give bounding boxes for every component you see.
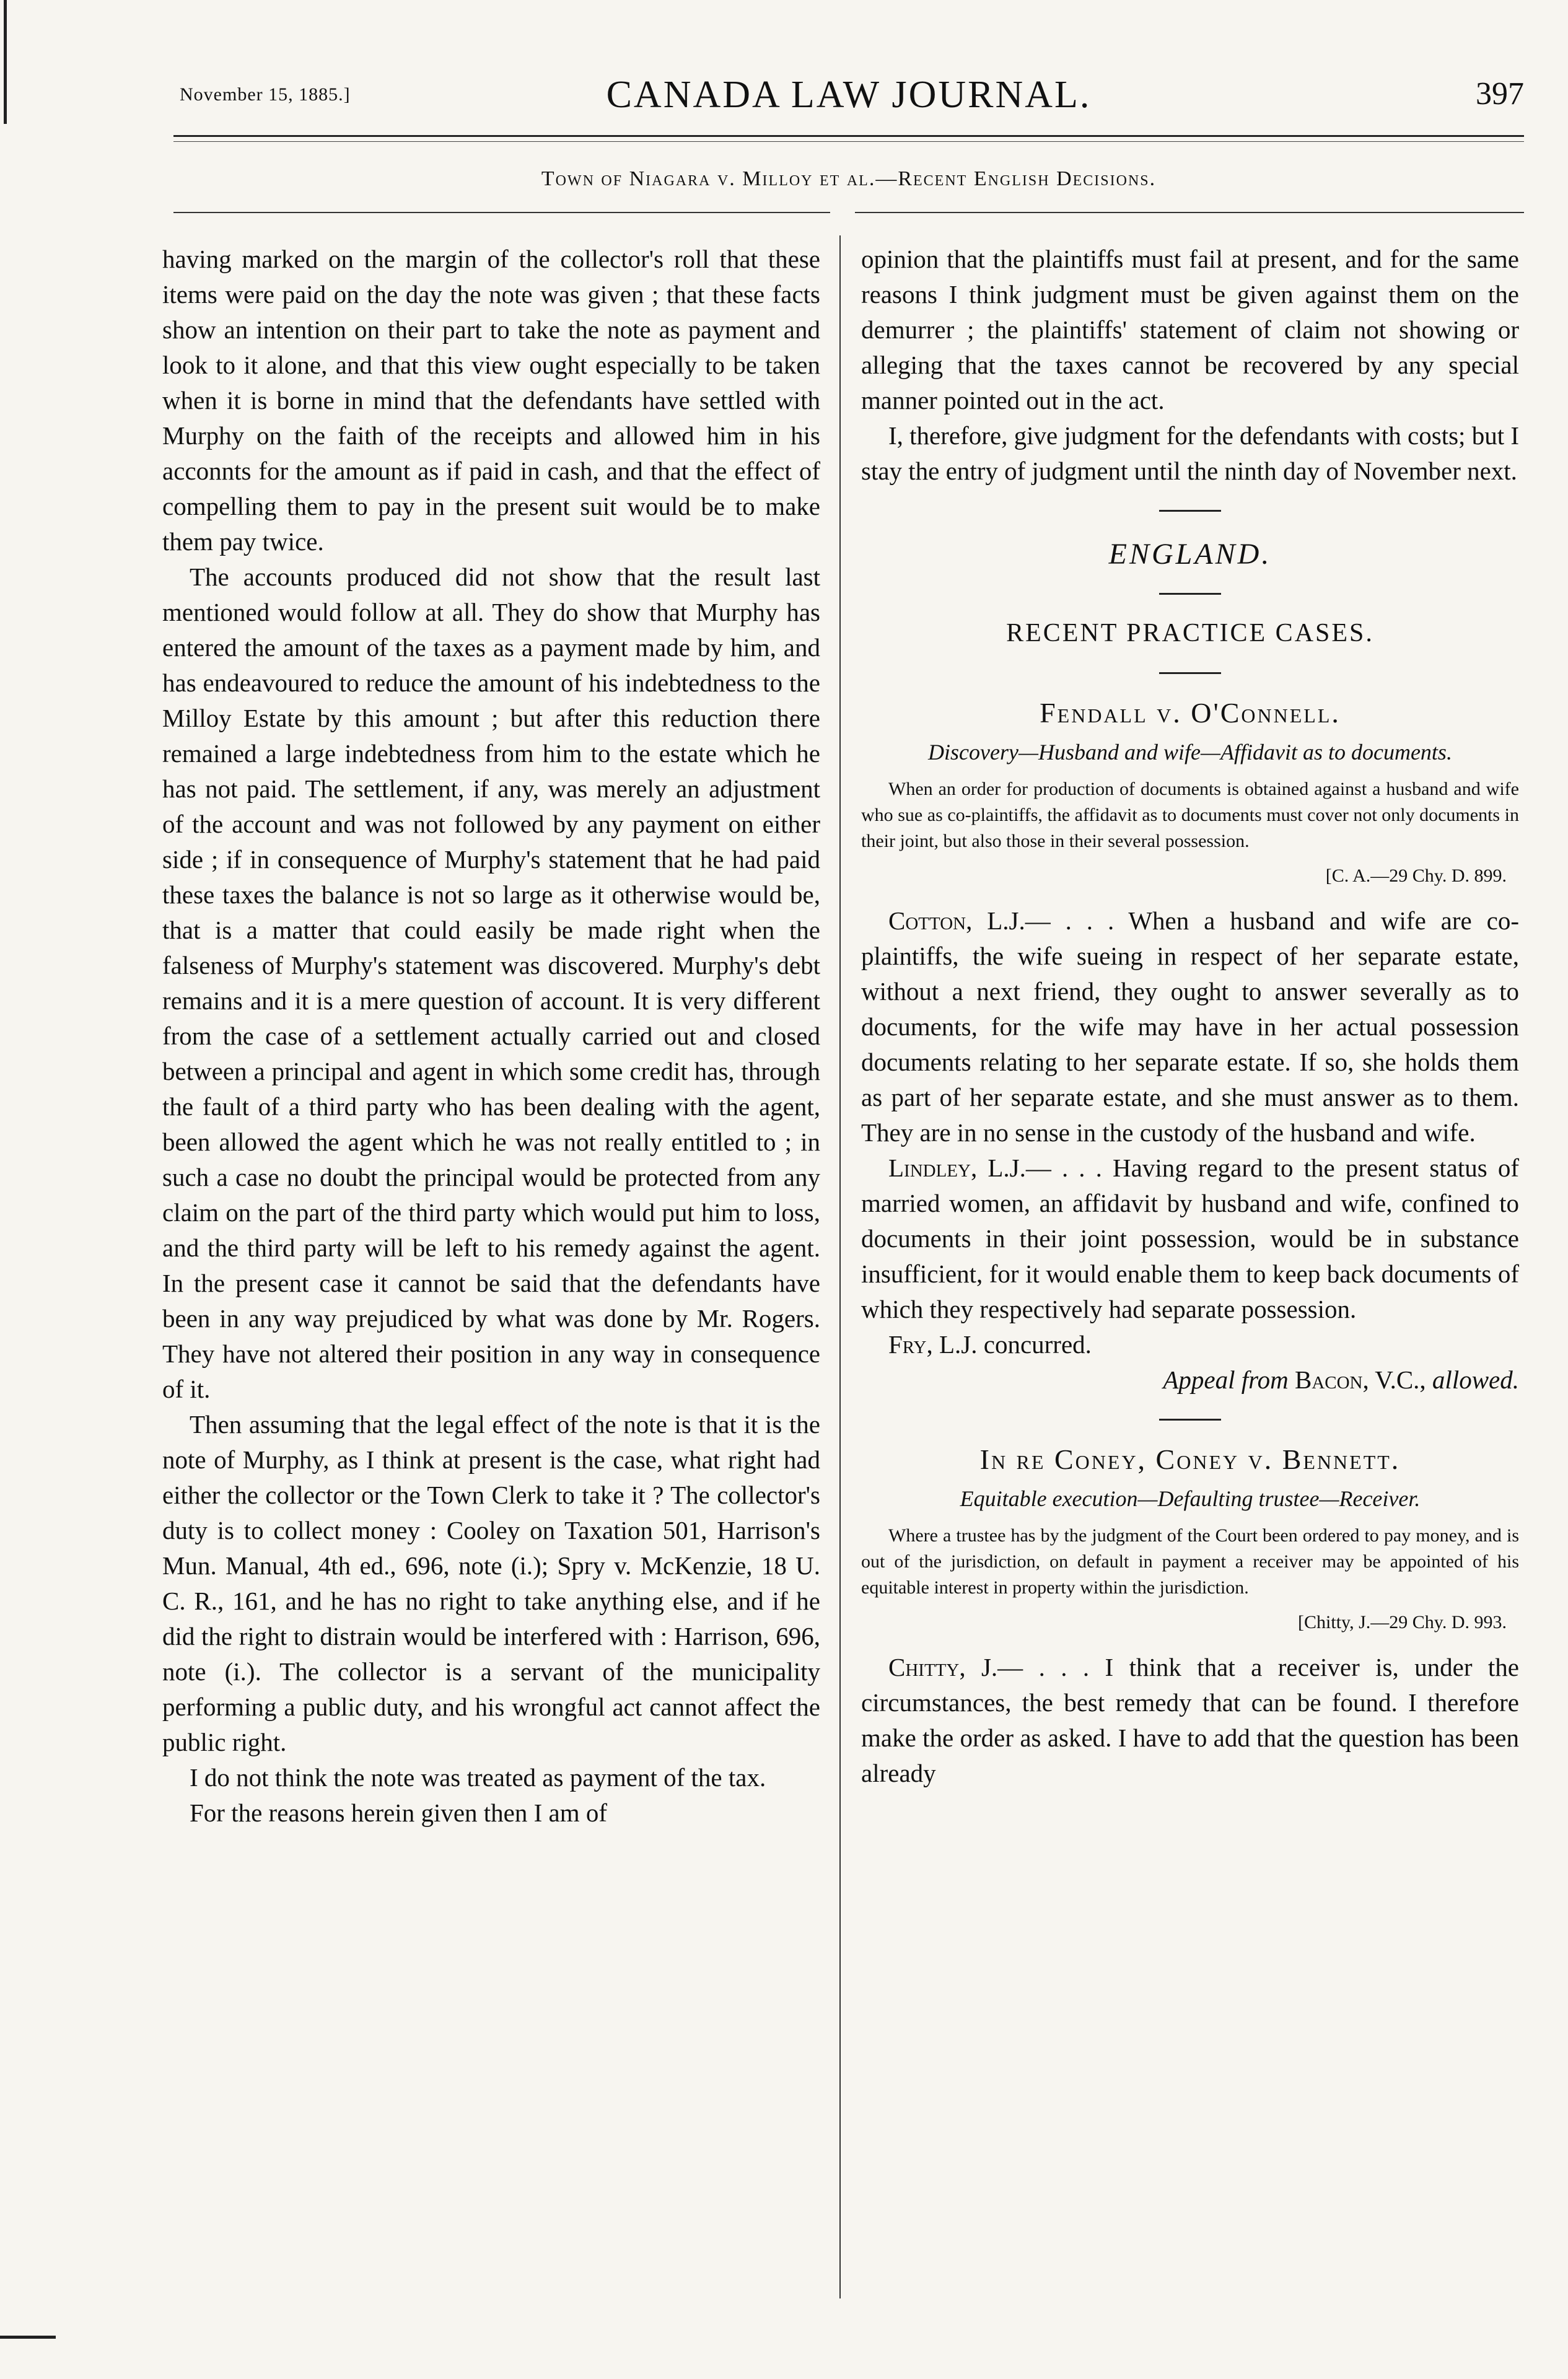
paragraph: having marked on the margin of the collector's roll that these items were paid on the day the note was given ; that these facts show an intention on their part to take the note as payment and look to it alone, and that this view ought especially to be taken when it is borne in mind that the defendants have settled with Murphy on the faith of the receipts and allowed him in his acconnts for the amount as if paid in cash, and that the effect of compelling them to pay in the present suit would be to make them pay twice.: [162, 245, 820, 556]
case-citation: [C. A.—29 Chy. D. 899.: [1325, 865, 1507, 886]
case-headnote: Where a trustee has by the judgment of the Court been ordered to pay money, and is out of the jurisdiction, on default in payment a receiver may be appointed of his equitable interest in property within the jurisdiction.: [861, 1525, 1519, 1598]
header-rule-thin: [173, 141, 1524, 142]
appeal-prefix: Appeal from: [1163, 1365, 1289, 1394]
judge-name: Lindley, L.J.—: [888, 1154, 1051, 1182]
country-heading: ENGLAND.: [1108, 538, 1272, 571]
case-title: In re Coney, Coney v. Bennett.: [979, 1444, 1401, 1475]
section-divider: [1159, 672, 1221, 674]
case-headnote: When an order for production of documents is obtained against a husband and wife who sue as co-plaintiffs, the affidavit as to documents must cover not only documents in their joint, but also those in their several possession.: [861, 779, 1519, 851]
judgment-paragraph: [861, 1327, 1519, 1362]
section-divider: [1159, 1419, 1221, 1421]
scan-edge-mark: [4, 0, 7, 124]
appeal-line: [861, 1362, 1519, 1398]
left-column: [162, 242, 820, 1831]
appeal-result: allowed.: [1432, 1365, 1519, 1394]
paragraph: For the reasons herein given then I am of: [190, 1798, 608, 1827]
judgment-text: concurred.: [983, 1330, 1092, 1359]
scan-edge-mark-bottom: [0, 2336, 56, 2339]
section-rule-left: [173, 212, 830, 213]
column-divider: [839, 235, 841, 2298]
running-head: [173, 73, 1524, 123]
case-subtitle: Equitable execution—Defaulting trustee—Receiver.: [960, 1486, 1421, 1511]
journal-title: CANADA LAW JOURNAL.: [606, 74, 1092, 116]
issue-date: November 15, 1885.]: [180, 84, 351, 105]
judge-name: Cotton, L.J.—: [888, 906, 1051, 935]
judge-name: Chitty, J.—: [888, 1653, 1023, 1681]
section-divider: [1159, 593, 1221, 595]
paragraph: I do not think the note was treated as payment of the tax.: [190, 1763, 766, 1792]
case-subtitle: Discovery—Husband and wife—Affidavit as to documents.: [928, 740, 1452, 765]
section-rule-right: [855, 212, 1524, 213]
case-title: Fendall v. O'Connell.: [1040, 697, 1341, 729]
header-rule: [173, 135, 1524, 137]
right-column: [861, 242, 1519, 1791]
judge-name: Fry, L.J.: [888, 1330, 978, 1359]
judgment-text: . . . When a husband and wife are co-plaintiffs, the wife sueing in respect of her separate estate, without a next friend, they ought to answer severally as to documents, for the wife may have in her actual possession documents relating to her separate estate. If so, she holds them as part of her separate estate, and she must answer as to them. They are in no sense in the custody of the husband and wife.: [861, 906, 1519, 1147]
judgment-paragraph: [861, 1650, 1519, 1791]
case-citation: [Chitty, J.—29 Chy. D. 993.: [1298, 1612, 1507, 1632]
section-title: Town of Niagara v. Milloy et al.—Recent English Decisions.: [541, 167, 1157, 190]
judgment-paragraph: [861, 903, 1519, 1150]
paragraph: opinion that the plaintiffs must fail at present, and for the same reasons I think judgment must be given against them on the demurrer ; the plaintiffs' statement of claim not showing or alleging that the taxes cannot be recovered by any special manner pointed out in the act.: [861, 245, 1519, 414]
judgment-text: . . . Having regard to the present status of married women, an affidavit by husband and wife, confined to documents in their joint possession, would be in substance insufficient, for it would enable them to keep back documents of which they respectively had separate possession.: [861, 1154, 1519, 1323]
paragraph: I, therefore, give judgment for the defendants with costs; but I stay the entry of judgment until the ninth day of November next.: [861, 421, 1519, 485]
judgment-paragraph: [861, 1150, 1519, 1327]
page-number: 397: [1476, 76, 1524, 112]
judgment-text: . . . I think that a receiver is, under the circumstances, the best remedy that can be found. I therefore make the order as asked. I have to add that the question has been already: [861, 1653, 1520, 1787]
paragraph: The accounts produced did not show that the result last mentioned would follow at all. They do show that Murphy has entered the amount of the taxes as a payment made by him, and has endeavoured to reduce the amount of his indebtedness to the Milloy Estate by this amount ; but after this reduction there remained a large indebtedness from him to the estate which he has not paid. The settlement, if any, was merely an adjustment of the account and was not followed by any payment on either side ; if in consequence of Murphy's statement that he had paid these taxes the balance is not so large as it otherwise would be, that is a matter that could easily be made right when the falseness of Murphy's statement was discovered. Murphy's debt remains and it is a mere question of account. It is very different from the case of a settlement actually carried out and closed between a principal and agent in which some credit has, through the fault of a third party who has been dealing with the agent, been allowed the agent which he was not really entitled to ; in such a case no doubt the principal would be protected from any claim on the part of the third party which would put him to loss, and the third party will be left to his remedy against the agent. In the present case it cannot be said that the defendants have been in any way prejudiced by what was done by Mr. Rogers. They have not altered their position in any way in consequence of it.: [162, 563, 820, 1403]
paragraph: Then assuming that the legal effect of the note is that it is the note of Murphy, as I think at present is the case, what right had either the collector or the Town Clerk to take it ? The collector's duty is to collect money : Cooley on Taxation 501, Harrison's Mun. Manual, 4th ed., 696, note (i.); Spry v. McKenzie, 18 U. C. R., 161, and he has no right to take anything else, and if he did the right to distrain would be interfered with : Harrison, 696, note (i.). The collector is a servant of the municipality performing a public duty, and his wrongful act cannot affect the public right.: [162, 1410, 820, 1756]
appeal-judge: Bacon, V.C.,: [1294, 1365, 1426, 1394]
section-divider: [1159, 510, 1221, 512]
sub-heading: RECENT PRACTICE CASES.: [1006, 619, 1374, 647]
